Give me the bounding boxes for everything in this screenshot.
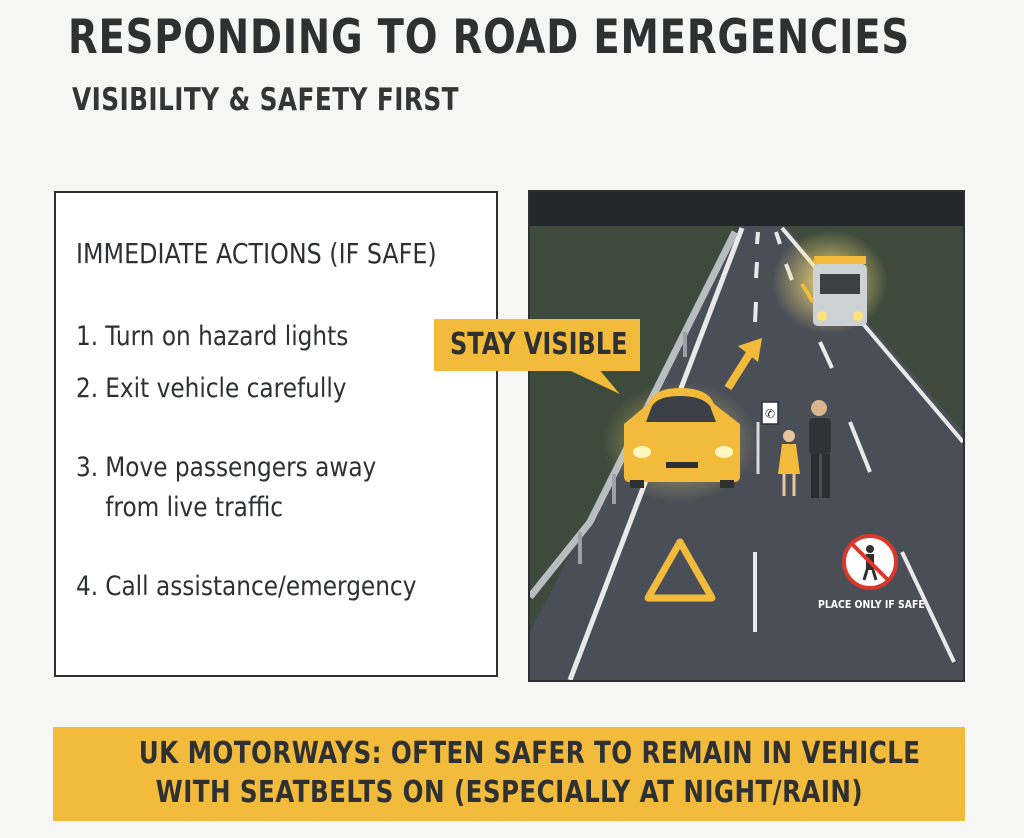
step-item (76, 448, 376, 528)
motorway-advice-banner (53, 727, 965, 821)
night-sky (530, 192, 963, 226)
immediate-actions-panel (54, 191, 498, 677)
callout-text: STAY VISIBLE (450, 327, 628, 362)
page-subtitle: VISIBILITY & SAFETY FIRST (72, 82, 459, 118)
step-text: Move passengers away (105, 452, 377, 483)
step-number: 1. (76, 321, 99, 352)
step-text: Turn on hazard lights (105, 321, 349, 352)
step-item (76, 369, 347, 409)
step-number: 4. (76, 571, 99, 602)
banner-line-1-text: UK MOTORWAYS: OFTEN SAFER TO REMAIN IN VEHICLE (138, 736, 921, 771)
panel-heading: IMMEDIATE ACTIONS (IF SAFE) (76, 237, 437, 270)
step-number: 3. (76, 452, 99, 483)
step-item (76, 317, 348, 357)
svg-text:✆: ✆ (764, 407, 776, 421)
step-text: Exit vehicle carefully (105, 373, 347, 404)
step-number: 2. (76, 373, 99, 404)
yellow-car (602, 382, 758, 502)
stay-visible-callout (434, 319, 640, 371)
step-item (76, 567, 416, 607)
page-title: RESPONDING TO ROAD EMERGENCIES (68, 10, 910, 65)
step-continuation: from live traffic (105, 492, 284, 523)
recovery-truck (772, 230, 888, 334)
no-pedestrian-icon (844, 536, 896, 588)
banner-line-2 (53, 775, 965, 810)
sign-caption: PLACE ONLY IF SAFE (818, 598, 925, 611)
step-text: Call assistance/emergency (105, 571, 417, 602)
banner-line-1 (53, 736, 965, 771)
banner-line-2-text: WITH SEATBELTS ON (ESPECIALLY AT NIGHT/RAIN) (155, 775, 863, 810)
